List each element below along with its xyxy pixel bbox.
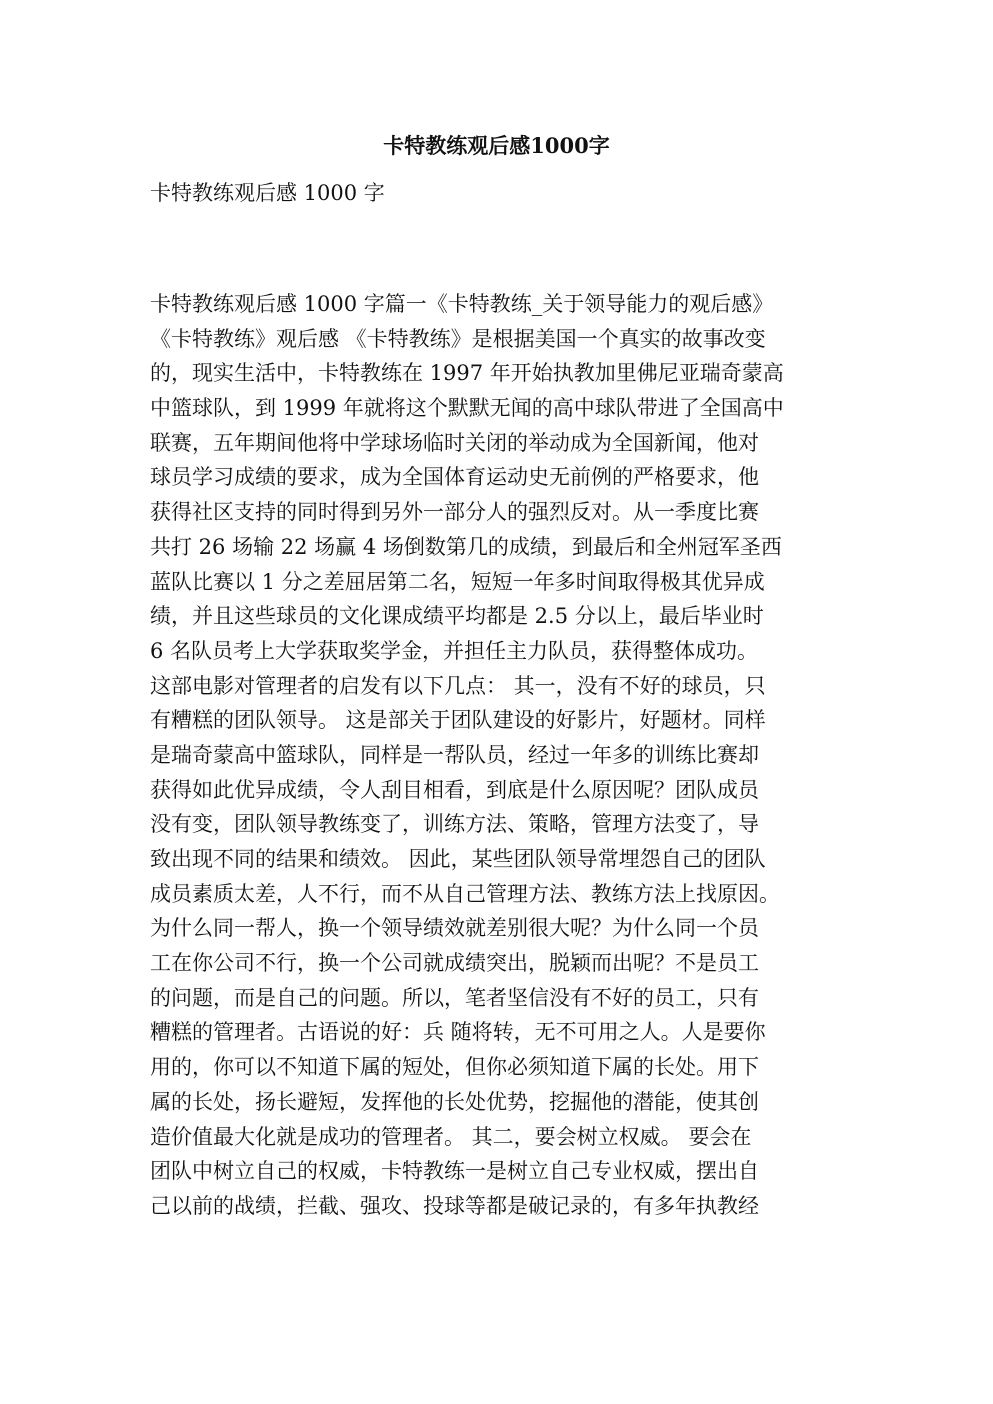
body-line: 绩，并且这些球员的文化课成绩平均都是 2.5 分以上，最后毕业时 xyxy=(150,604,764,629)
body-line: 卡特教练观后感 1000 字篇一《卡特教练_关于领导能力的观后感》 xyxy=(150,292,774,316)
body-line: 没有变，团队领导教练变了，训练方法、策略，管理方法变了，导 xyxy=(150,812,759,837)
body-line: 球员学习成绩的要求，成为全国体育运动史无前例的严格要求，他 xyxy=(150,465,759,490)
body-line: 获得社区支持的同时得到另外一部分人的强烈反对。从一季度比赛 xyxy=(150,500,759,525)
document-title: 卡特教练观后感1000字 xyxy=(383,133,610,158)
body-line: 《卡特教练》观后感 《卡特教练》是根据美国一个真实的故事改变 xyxy=(150,326,766,351)
body-line: 是瑞奇蒙高中篮球队，同样是一帮队员，经过一年多的训练比赛却 xyxy=(150,742,759,767)
body-line: 糟糕的管理者。古语说的好：兵 随将转，无不可用之人。人是要你 xyxy=(150,1020,766,1045)
body-line: 蓝队比赛以 1 分之差屈居第二名，短短一年多时间取得极其优异成 xyxy=(150,569,765,594)
body-line: 成员素质太差，人不行，而不从自己管理方法、教练方法上找原因。 xyxy=(150,881,780,906)
body-line: 为什么同一帮人，换一个领导绩效就差别很大呢？为什么同一个员 xyxy=(150,916,759,941)
body-line: 造价值最大化就是成功的管理者。 其二，要会树立权威。 要会在 xyxy=(150,1124,752,1149)
body-line: 团队中树立自己的权威，卡特教练一是树立自己专业权威，摆出自 xyxy=(150,1159,759,1184)
body-line: 工在你公司不行，换一个公司就成绩突出，脱颖而出呢？不是员工 xyxy=(150,951,759,976)
body-line: 用的，你可以不知道下属的短处，但你必须知道下属的长处。用下 xyxy=(150,1055,759,1080)
document-subtitle: 卡特教练观后感 1000 字 xyxy=(150,181,385,205)
body-line: 属的长处，扬长避短，发挥他的长处优势，挖掘他的潜能，使其创 xyxy=(150,1089,759,1114)
body-line: 的问题，而是自己的问题。所以，笔者坚信没有不好的员工，只有 xyxy=(150,985,759,1010)
document-body xyxy=(150,287,850,1224)
body-line: 的，现实生活中，卡特教练在 1997 年开始执教加里佛尼亚瑞奇蒙高 xyxy=(150,361,784,386)
body-line: 获得如此优异成绩，令人刮目相看，到底是什么原因呢？团队成员 xyxy=(150,777,759,802)
body-line: 己以前的战绩，拦截、强攻、投球等都是破记录的，有多年执教经 xyxy=(150,1193,759,1218)
body-line: 中篮球队，到 1999 年就将这个默默无闻的高中球队带进了全国高中 xyxy=(150,396,784,421)
body-line: 联赛，五年期间他将中学球场临时关闭的举动成为全国新闻，他对 xyxy=(150,430,759,455)
body-line: 这部电影对管理者的启发有以下几点： 其一，没有不好的球员，只 xyxy=(150,673,766,698)
body-line: 6 名队员考上大学获取奖学金，并担任主力队员，获得整体成功。 xyxy=(150,638,759,663)
body-line: 致出现不同的结果和绩效。 因此，某些团队领导常埋怨自己的团队 xyxy=(150,847,766,871)
body-line: 共打 26 场输 22 场赢 4 场倒数第几的成绩，到最后和全州冠军圣西 xyxy=(150,534,782,559)
body-line: 有糟糕的团队领导。 这是部关于团队建设的好影片，好题材。同样 xyxy=(150,708,766,733)
